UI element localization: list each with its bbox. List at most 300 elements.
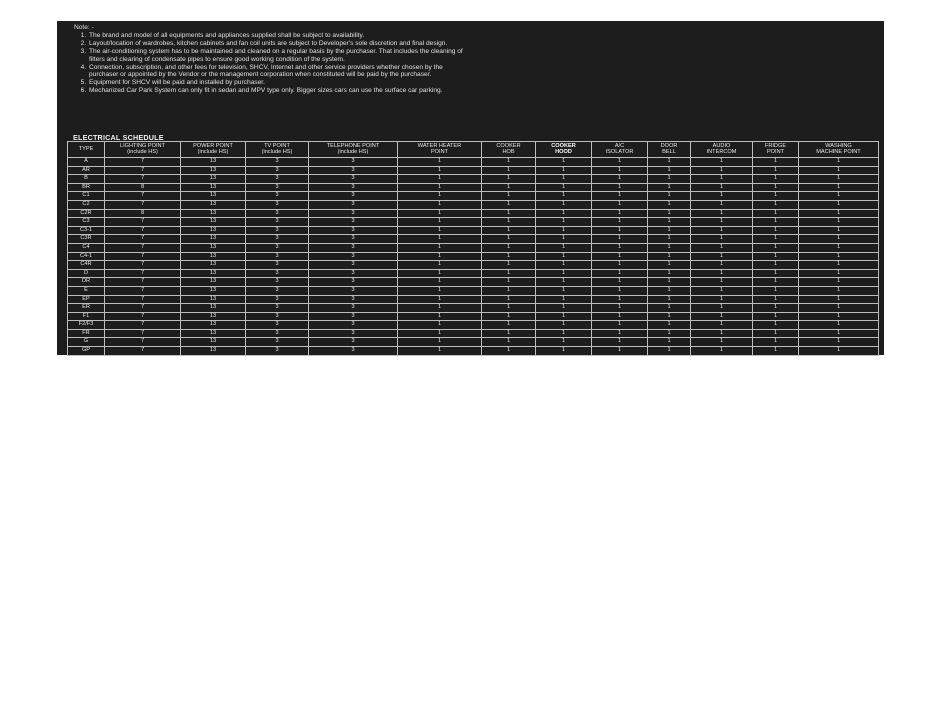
table-row [68,286,879,295]
table-cell: 1 [691,252,753,261]
table-cell: 1 [398,312,482,321]
table-cell: 3 [309,158,398,167]
table-cell: 3 [246,347,309,356]
table-cell: 3 [246,183,309,192]
table-cell: 1 [753,269,799,278]
table-cell: 1 [753,209,799,218]
table-cell: 13 [181,329,246,338]
table-cell: 8 [105,183,181,192]
table-cell: 1 [753,192,799,201]
table-cell: 3 [309,226,398,235]
table-cell: 13 [181,261,246,270]
table-cell: 1 [482,338,536,347]
column-header [799,142,879,158]
table-cell: 1 [592,200,648,209]
table-cell: 1 [691,209,753,218]
table-cell: 1 [753,183,799,192]
column-header-line: INTERCOM [706,148,737,155]
unit-type-cell: BR [68,183,105,192]
table-cell: 3 [246,261,309,270]
table-cell: 1 [691,329,753,338]
table-cell: 7 [105,192,181,201]
table-cell: 1 [536,166,592,175]
table-cell: 1 [648,158,691,167]
table-cell: 3 [246,218,309,227]
note-item: 2. Layout/location of wardrobes, kitchen cabinets and fan coil units are subject to Developer's sole discretion and final design. [88,40,464,48]
table-cell: 1 [691,269,753,278]
unit-type-cell: F1 [68,312,105,321]
table-cell: 3 [309,329,398,338]
table-cell: 1 [592,166,648,175]
table-cell: 1 [592,269,648,278]
table-cell: 3 [309,235,398,244]
table-cell: 1 [799,295,879,304]
table-cell: 3 [246,312,309,321]
table-cell: 1 [753,226,799,235]
table-cell: 7 [105,312,181,321]
table-cell: 1 [482,329,536,338]
table-cell: 1 [482,286,536,295]
table-cell: 1 [482,158,536,167]
table-cell: 1 [398,218,482,227]
table-cell: 1 [592,175,648,184]
table-cell: 1 [691,218,753,227]
unit-type-cell: C3R [68,235,105,244]
table-cell: 1 [482,347,536,356]
table-cell: 7 [105,252,181,261]
table-cell: 1 [753,312,799,321]
table-cell: 1 [691,183,753,192]
table-cell: 1 [799,286,879,295]
table-cell: 1 [536,329,592,338]
table-cell: 13 [181,218,246,227]
table-cell: 1 [753,218,799,227]
table-cell: 3 [309,269,398,278]
table-row [68,295,879,304]
table-row [68,209,879,218]
unit-type-cell: A [68,158,105,167]
table-cell: 1 [799,338,879,347]
table-cell: 13 [181,252,246,261]
table-row [68,252,879,261]
table-cell: 3 [246,226,309,235]
column-header-line: LIGHTING POINT [119,142,166,149]
table-cell: 1 [691,338,753,347]
table-cell: 7 [105,226,181,235]
column-header-line: TV POINT [264,142,290,149]
table-cell: 3 [246,252,309,261]
table-cell: 1 [799,304,879,313]
table-cell: 3 [309,278,398,287]
table-cell: 1 [536,235,592,244]
table-cell: 1 [536,304,592,313]
table-cell: 3 [246,295,309,304]
column-header [536,142,592,158]
unit-type-cell: ER [68,304,105,313]
column-header [592,142,648,158]
table-cell: 1 [691,261,753,270]
table-cell: 1 [753,261,799,270]
table-cell: 1 [482,261,536,270]
table-cell: 13 [181,321,246,330]
note-item: 6. Mechanized Car Park System can only fit in sedan and MPV type only. Bigger sizes cars can use the surface car parking. [88,87,464,95]
table-cell: 1 [482,192,536,201]
electrical-schedule-table [67,141,879,356]
table-cell: 1 [398,329,482,338]
table-cell: 1 [691,286,753,295]
table-cell: 7 [105,338,181,347]
table-cell: 3 [246,278,309,287]
table-cell: 1 [592,209,648,218]
column-header [648,142,691,158]
note-item: 4. Connection, subscription, and other fees for television, SHCV, Internet and other service providers whether chosen by the purchaser or appointed by the Vendor or the management corporation when constituted will be paid by the purchaser. [88,64,464,80]
table-cell: 3 [309,295,398,304]
table-cell: 3 [246,166,309,175]
table-cell: 13 [181,166,246,175]
table-row [68,183,879,192]
table-cell: 1 [398,166,482,175]
table-cell: 1 [536,158,592,167]
table-row [68,192,879,201]
table-cell: 1 [536,312,592,321]
table-cell: 1 [799,321,879,330]
table-cell: 1 [799,175,879,184]
table-row [68,243,879,252]
table-cell: 1 [648,278,691,287]
table-cell: 1 [691,200,753,209]
table-cell: 3 [309,347,398,356]
table-cell: 13 [181,243,246,252]
table-cell: 1 [398,338,482,347]
table-cell: 13 [181,200,246,209]
column-header [181,142,246,158]
table-cell: 1 [799,218,879,227]
table-cell: 1 [648,261,691,270]
table-cell: 1 [648,312,691,321]
table-cell: 13 [181,269,246,278]
table-cell: 3 [309,175,398,184]
table-cell: 1 [592,312,648,321]
table-cell: 13 [181,347,246,356]
table-cell: 3 [246,269,309,278]
unit-type-cell: C4-1 [68,252,105,261]
table-cell: 1 [753,347,799,356]
table-cell: 1 [592,183,648,192]
table-cell: 1 [482,321,536,330]
table-cell: 3 [246,175,309,184]
column-header [482,142,536,158]
column-header [753,142,799,158]
table-cell: 13 [181,183,246,192]
table-cell: 1 [398,295,482,304]
table-cell: 13 [181,312,246,321]
column-header-line: MACHINE POINT [816,148,861,155]
table-cell: 7 [105,235,181,244]
table-cell: 1 [648,226,691,235]
table-cell: 1 [536,252,592,261]
table-cell: 1 [799,312,879,321]
table-cell: 1 [398,286,482,295]
unit-type-cell: C2R [68,209,105,218]
table-cell: 1 [536,226,592,235]
table-cell: 7 [105,175,181,184]
table-cell: 1 [398,158,482,167]
column-header-line: POINT [430,148,449,155]
unit-type-cell: C3 [68,218,105,227]
column-header-line: AUDIO [712,142,731,149]
column-header-line: (include HS) [197,148,229,155]
table-cell: 1 [398,235,482,244]
table-cell: 7 [105,286,181,295]
unit-type-cell: C4R [68,261,105,270]
table-cell: 1 [536,347,592,356]
table-cell: 1 [753,286,799,295]
table-cell: 1 [648,304,691,313]
table-cell: 1 [648,286,691,295]
table-cell: 1 [592,278,648,287]
column-header [105,142,181,158]
table-cell: 1 [398,226,482,235]
table-cell: 13 [181,278,246,287]
table-cell: 1 [482,252,536,261]
table-row [68,261,879,270]
table-cell: 1 [398,269,482,278]
note-item: 1. The brand and model of all equipments and appliances supplied shall be subject to availability. [88,32,464,40]
table-cell: 1 [398,183,482,192]
table-cell: 7 [105,158,181,167]
table-cell: 3 [309,312,398,321]
table-cell: 1 [592,158,648,167]
table-cell: 1 [691,166,753,175]
table-cell: 1 [799,269,879,278]
unit-type-cell: D [68,269,105,278]
notes-list [74,32,464,95]
table-cell: 13 [181,175,246,184]
table-cell: 1 [648,209,691,218]
table-cell: 8 [105,209,181,218]
table-cell: 3 [309,166,398,175]
table-row [68,175,879,184]
unit-type-cell: G [68,338,105,347]
table-cell: 1 [398,347,482,356]
table-cell: 1 [592,218,648,227]
table-row [68,321,879,330]
table-cell: 1 [536,200,592,209]
table-cell: 1 [592,347,648,356]
table-cell: 3 [246,200,309,209]
column-header-line: COOKER [551,142,576,149]
table-cell: 13 [181,209,246,218]
table-cell: 1 [398,192,482,201]
column-header-line: POWER POINT [193,142,233,149]
table-cell: 1 [648,269,691,278]
table-row [68,235,879,244]
note-item: 5. Equipment for SHCV will be paid and installed by purchaser. [88,79,464,87]
table-cell: 7 [105,166,181,175]
table-cell: 3 [309,304,398,313]
table-cell: 1 [592,321,648,330]
table-cell: 1 [753,295,799,304]
table-cell: 1 [536,183,592,192]
table-cell: 3 [309,183,398,192]
table-cell: 1 [799,166,879,175]
unit-type-cell: E [68,286,105,295]
table-cell: 1 [691,321,753,330]
table-cell: 1 [753,338,799,347]
column-header-line: ISOLATOR [605,148,634,155]
table-cell: 1 [482,312,536,321]
table-cell: 1 [648,200,691,209]
column-header-line: TYPE [78,145,94,152]
table-cell: 3 [246,209,309,218]
unit-type-cell: EP [68,295,105,304]
table-cell: 1 [592,192,648,201]
table-cell: 1 [536,295,592,304]
table-cell: 1 [592,286,648,295]
column-header-line: WASHING [825,142,852,149]
table-cell: 1 [799,243,879,252]
table-cell: 1 [536,218,592,227]
table-cell: 1 [536,286,592,295]
table-cell: 1 [482,269,536,278]
table-cell: 1 [648,166,691,175]
table-cell: 1 [482,295,536,304]
unit-type-cell: C1 [68,192,105,201]
table-cell: 1 [536,269,592,278]
table-cell: 1 [398,278,482,287]
document-panel [57,21,884,355]
table-cell: 13 [181,304,246,313]
table-cell: 7 [105,261,181,270]
table-cell: 3 [309,321,398,330]
column-header-line: (include HS) [337,148,369,155]
table-row [68,226,879,235]
unit-type-cell: C3-1 [68,226,105,235]
table-body [68,158,879,356]
column-header-line: HOB [502,148,515,155]
table-cell: 1 [648,235,691,244]
table-cell: 1 [799,209,879,218]
table-cell: 7 [105,269,181,278]
table-cell: 1 [482,200,536,209]
table-cell: 1 [482,183,536,192]
column-header-line: TELEPHONE POINT [326,142,380,149]
table-row [68,347,879,356]
table-cell: 1 [691,158,753,167]
notes-heading: Note: - [74,24,94,31]
table-cell: 1 [648,183,691,192]
table-cell: 1 [799,252,879,261]
table-cell: 3 [309,209,398,218]
unit-type-cell: DR [68,278,105,287]
table-row [68,304,879,313]
table-cell: 1 [648,252,691,261]
table-cell: 1 [398,304,482,313]
table-cell: 7 [105,243,181,252]
table-cell: 1 [536,278,592,287]
table-cell: 1 [536,243,592,252]
table-cell: 1 [753,175,799,184]
table-row [68,200,879,209]
unit-type-cell: GP [68,347,105,356]
column-header [309,142,398,158]
column-header-line: (include HS) [127,148,158,155]
table-cell: 1 [691,347,753,356]
table-cell: 1 [592,261,648,270]
table-cell: 1 [482,243,536,252]
table-cell: 1 [482,235,536,244]
column-header-line: (include HS) [261,148,293,155]
table-cell: 13 [181,235,246,244]
table-cell: 1 [691,278,753,287]
column-header-line: COOKER [496,142,521,149]
table-cell: 3 [309,200,398,209]
table-cell: 1 [482,175,536,184]
table-cell: 1 [536,192,592,201]
table-cell: 1 [482,209,536,218]
table-cell: 1 [753,252,799,261]
table-cell: 1 [592,329,648,338]
table-cell: 1 [691,235,753,244]
table-cell: 3 [246,304,309,313]
table-row [68,312,879,321]
table-cell: 1 [691,312,753,321]
unit-type-cell: FR [68,329,105,338]
table-row [68,269,879,278]
table-cell: 1 [799,183,879,192]
table-cell: 1 [536,175,592,184]
unit-type-cell: AR [68,166,105,175]
table-cell: 1 [691,192,753,201]
table-cell: 7 [105,347,181,356]
table-cell: 13 [181,158,246,167]
table-cell: 1 [398,209,482,218]
table-cell: 1 [482,218,536,227]
table-cell: 3 [309,338,398,347]
table-cell: 1 [753,278,799,287]
table-cell: 1 [799,278,879,287]
table-cell: 1 [592,235,648,244]
table-cell: 1 [482,226,536,235]
table-cell: 1 [536,209,592,218]
table-cell: 1 [648,192,691,201]
table-cell: 1 [691,295,753,304]
table-cell: 1 [799,235,879,244]
table-cell: 1 [648,218,691,227]
table-cell: 1 [753,235,799,244]
table-cell: 13 [181,338,246,347]
table-cell: 1 [753,166,799,175]
table-row [68,329,879,338]
table-cell: 1 [648,329,691,338]
table-cell: 3 [246,235,309,244]
table-cell: 1 [691,175,753,184]
table-cell: 1 [536,321,592,330]
table-cell: 1 [648,175,691,184]
table-cell: 7 [105,218,181,227]
column-header-line: HOOD [555,148,572,155]
table-cell: 7 [105,200,181,209]
table-cell: 1 [753,243,799,252]
table-cell: 1 [799,192,879,201]
table-cell: 1 [592,252,648,261]
table-cell: 1 [536,338,592,347]
column-header-line: POINT [766,148,785,155]
column-header [398,142,482,158]
column-header-line: WATER HEATER [417,142,462,149]
table-cell: 1 [648,321,691,330]
table-cell: 3 [309,192,398,201]
